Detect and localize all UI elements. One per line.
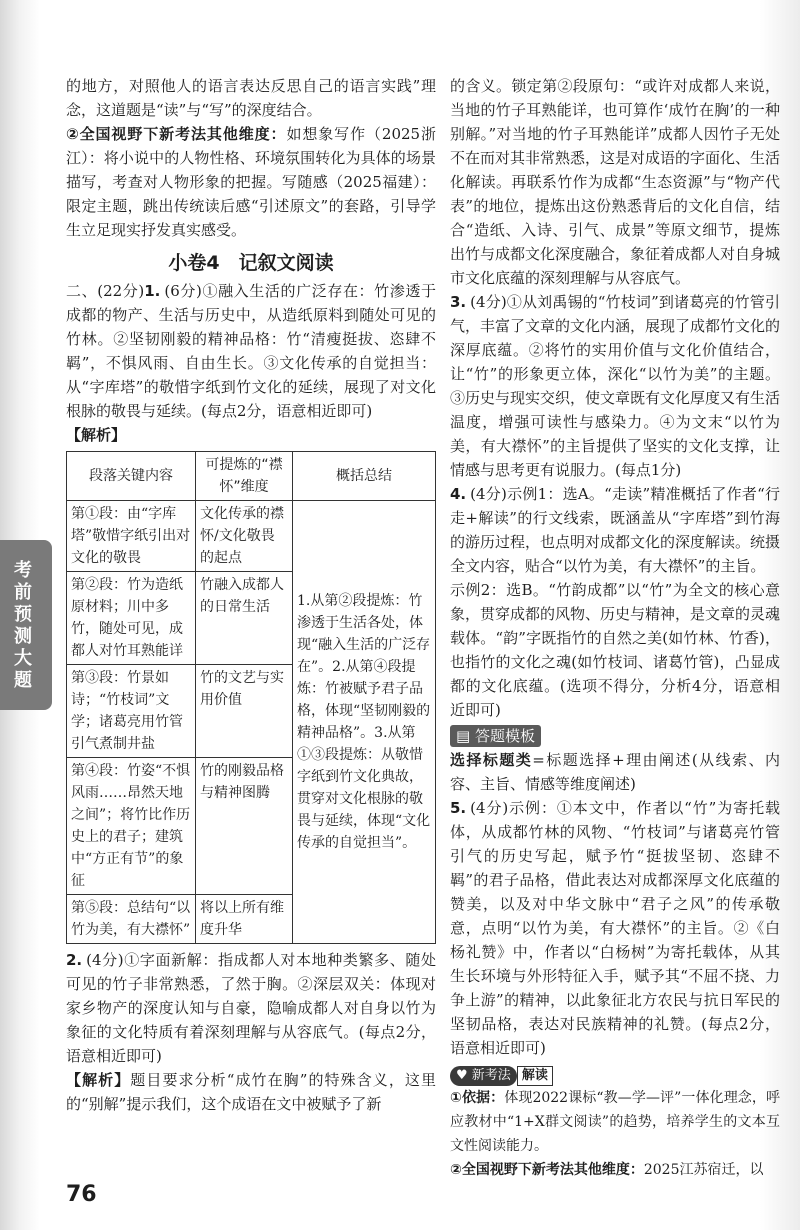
q2-number: 2. (66, 951, 83, 969)
q5-number: 5. (450, 799, 467, 817)
newlaw-section (450, 1062, 780, 1086)
table-cell: 将以上所有维度升华 (196, 895, 293, 944)
template-badge-label: 答题模板 (474, 727, 535, 745)
section-title: 小卷4 记叙文阅读 (168, 252, 334, 274)
right-paragraph-1: 的含义。锁定第②段原句：“或许对成都人来说，当地的竹子耳熟能详，也可算作‘成竹在胸’的一种别解。”对当地的竹子耳熟能详”成都人因竹子无处不在而对其非常熟悉，这是对成语的字面化、生活化解读。再联系竹作为成都“生态资源”与“物产代表”的地位，提炼出这份熟悉背后的文化自信，结合“造纸、入诗、引气、成景”等原文细节，提炼出竹与成都文化深度融合，象征着成都人对自身城市文化底蕴的深刻理解与从容底气。 (450, 77, 781, 287)
left-paragraph-2 (66, 122, 436, 242)
newlaw-badge-2: 解读 (517, 1066, 553, 1086)
q2-analysis-label: 【解析】 (66, 1071, 131, 1089)
table-cell: 第③段：竹景如诗；“竹枝词”文学；诸葛亮用竹管引气煮制井盐 (67, 665, 196, 758)
side-tab-label: 考前预测大题 (14, 560, 32, 691)
table-cell: 竹融入成都人的日常生活 (196, 572, 293, 665)
q4-number: 4. (450, 485, 467, 503)
table-header: 可提炼的“襟怀”维度 (196, 452, 293, 501)
template-text: =标题选择+理由阐述(从线索、内容、主旨、情感等维度阐述) (450, 751, 780, 793)
q1-number: 1. (144, 282, 161, 300)
question-5 (450, 796, 780, 1060)
table-header: 段落关键内容 (67, 452, 196, 501)
table-cell: 第①段：由“字库塔”敬惜字纸引出对文化的敬畏 (67, 501, 196, 572)
table-cell: 竹的文艺与实用价值 (196, 665, 293, 758)
table-cell: 第②段：竹为造纸原材料；川中多竹，随处可见，成都人对竹耳熟能详 (67, 572, 196, 665)
table-cell: 第④段：竹姿“不惧风雨……昂然天地之间”；将竹比作历史上的君子；建筑中“方正有节”的象征 (67, 758, 196, 895)
side-tab (0, 540, 52, 710)
q2-text: (4分)①字面新解：指成都人对本地种类繁多、随处可见的竹子非常熟悉，了然于胸。②深层双关：体现对家乡物产的深度认知与自豪，隐喻成都人对自身以竹为象征的文化特质有着深刻理解与从容底气。(每点2分，语意相近即可) (66, 951, 436, 1065)
page-number: 76 (66, 1182, 97, 1207)
table-header: 概括总结 (293, 452, 436, 501)
q4-text: (4分)示例1：选A。“走读”精准概括了作者“行走+解读”的行文线索，既涵盖从“字库塔”到竹海的游历过程，也点明对成都文化的深度解读。统摄全文内容，贴合“以竹为美，有大襟怀”的主旨。 (450, 485, 781, 575)
template-label: 选择标题类 (450, 751, 533, 769)
table-cell: 竹的刚毅品格与精神图腾 (196, 758, 293, 895)
template-badge (450, 725, 541, 747)
book-icon: ▤ (456, 727, 475, 745)
basis-label: ①依据： (450, 1090, 505, 1106)
basis-text: 体现2022课标“教—学—评”一体化理念，呼应教材中“1+X群文阅读”的趋势，培养学生的文本互文性阅读能力。 (450, 1090, 780, 1154)
right-column (450, 74, 780, 1182)
other-label: ②全国视野下新考法其他维度： (450, 1162, 644, 1178)
q3-text: (4分)①从刘禹锡的“竹枝词”到诸葛亮的竹管引气，丰富了文章的文化内涵，展现了成都竹文化的深厚底蕴。②将竹的实用价值与文化价值结合，让“竹”的形象更立体，深化“以竹为美”的主题。③历史与现实交织，使文章既有文化厚度又有生活温度，增强可读性与感染力。④为文末“以竹为美，有大襟怀”的主旨提供了坚实的文化支撑，让情感与思考更有说服力。(每点1分) (450, 293, 781, 479)
other-dimension (450, 1158, 780, 1182)
basis-paragraph (450, 1086, 780, 1158)
other-text: 2025江苏宿迁，以 (643, 1162, 764, 1178)
left-p2-label: ②全国视野下新考法其他维度： (66, 125, 287, 143)
q2-analysis-text: 题目要求分析“成竹在胸”的特殊含义，这里的“别解”提示我们，这个成语在文中被赋予了新 (66, 1071, 436, 1113)
newlaw-badge (450, 1066, 517, 1086)
left-column (66, 74, 436, 1116)
table-summary-cell: 1.从第②段提炼：竹渗透于生活各处，体现“融入生活的广泛存在”。2.从第④段提炼：竹被赋予君子品格，体现“坚韧刚毅的精神品格”。3.从第①③段提炼：从敬惜字纸到竹文化典故，贯穿对文化根脉的敬畏与延续，体现“文化传承的自觉担当”。 (293, 501, 436, 944)
q1-prefix: 二、(22分) (66, 282, 145, 300)
template-section (450, 724, 780, 748)
q4-example-2: 示例2：选B。“竹韵成都”以“竹”为全文的核心意象，贯穿成都的风物、历史与精神，是文章的灵魂载体。“韵”字既指竹的自然之美(如竹林、竹香)，也指竹的文化之魂(如竹枝词、诸葛竹管)，凸显成都的文化底蕴。(选项不得分，分析4分，语意相近即可) (450, 581, 781, 719)
q5-text: (4分)示例：①本文中，作者以“竹”为寄托载体，从成都竹林的风物、“竹枝词”与诸葛亮竹管引气的历史写起，赋予竹“挺拔坚韧、恣肆不羁”的君子品格，借此表达对成都深厚文化底蕴的赞美，以及对中华文脉中“君子之风”的传承敬意，点明“以竹为美，有大襟怀”的主旨。②《白杨礼赞》中，作者以“白杨树”为寄托载体，从其生长环境与外形特征入手，赋予其“不屈不挠、力争上游”的精神，以此象征北方农民与抗日军民的坚韧品格，表达对民族精神的礼赞。(每点2分，语意相近即可) (450, 799, 780, 1057)
heart-icon: ♥ (456, 1068, 472, 1083)
left-p2-text: 如想象写作（2025浙江）：将小说中的人物性格、环境氛围转化为具体的场景描写，考查对人物形象的把握。写随感（2025福建）：限定主题，跳出传统读后感“引述原文”的套路，引导学生立足现实抒发真实感受。 (66, 125, 436, 239)
q1-text: (6分)①融入生活的广泛存在：竹渗透于成都的物产、生活与历史中，从造纸原料到随处可见的竹林。②坚韧刚毅的精神品格：竹“清瘦挺拔、恣肆不羁”，不惧风雨、自由生长。③文化传承的自觉担当：从“字库塔”的敬惜字纸到竹文化的延续，展现了对文化根脉的敬畏与延续。(每点2分，语意相近即可) (66, 282, 436, 420)
table-row (67, 501, 436, 572)
newlaw-badge-label: 新考法 (471, 1068, 511, 1083)
q3-number: 3. (450, 293, 467, 311)
question-2 (66, 948, 436, 1068)
q2-analysis (66, 1068, 436, 1116)
template-line (450, 748, 780, 796)
table-cell: 文化传承的襟怀/文化敬畏的起点 (196, 501, 293, 572)
table-cell: 第⑤段：总结句“以竹为美，有大襟怀” (67, 895, 196, 944)
question-3 (450, 290, 780, 482)
analysis-table (66, 451, 436, 944)
analysis-label: 【解析】 (66, 426, 127, 444)
table-header-row (67, 452, 436, 501)
question-4 (450, 482, 780, 578)
left-paragraph-1: 的地方，对照他人的语言表达反思自己的语言实践”理念，这道题是“读”与“写”的深度结合。 (66, 77, 436, 119)
question-1 (66, 279, 436, 423)
